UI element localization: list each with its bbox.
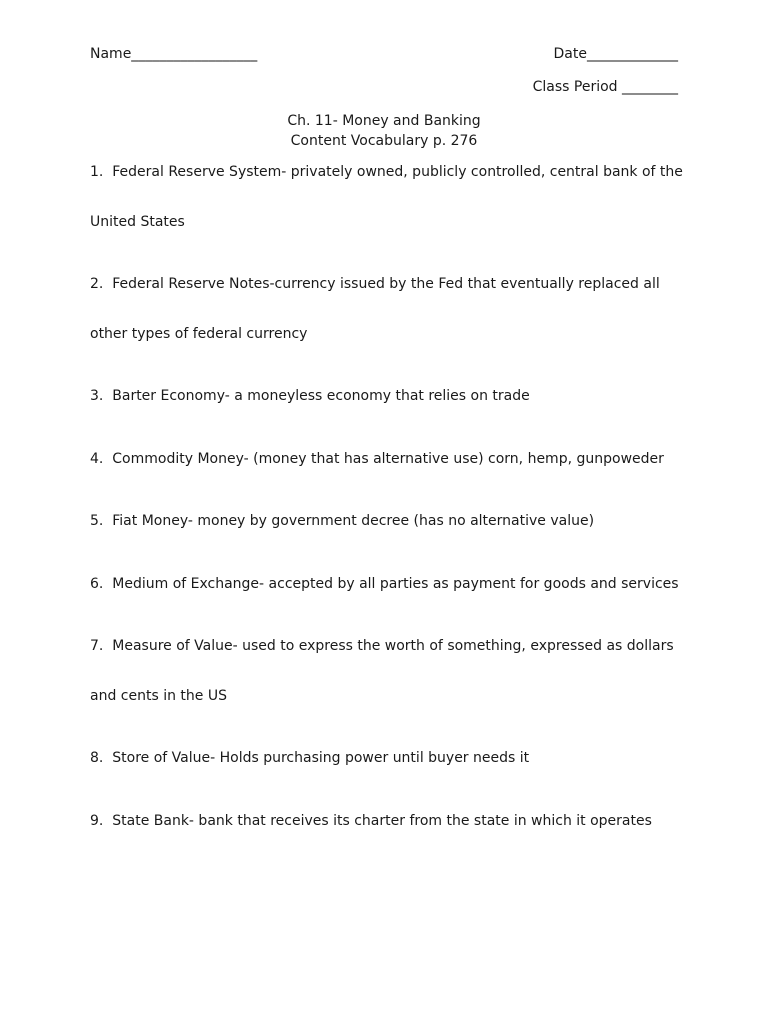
vocab-entry-line: 3. Barter Economy- a moneyless economy that relies on trade <box>90 388 530 404</box>
vocab-entry-line: 1. Federal Reserve System- privately owned, publicly controlled, central bank of the <box>90 164 683 180</box>
chapter-title: Ch. 11- Money and Banking <box>287 113 481 129</box>
class-period-label: Class Period ________ <box>532 79 678 95</box>
vocab-entry-continuation: United States <box>90 214 185 230</box>
vocabulary-subtitle: Content Vocabulary p. 276 <box>290 133 478 149</box>
vocab-entry-continuation: and cents in the US <box>90 688 227 704</box>
name-field-label: Name__________________ <box>90 46 258 62</box>
vocab-entry-line: 2. Federal Reserve Notes-currency issued by the Fed that eventually replaced all <box>90 276 660 292</box>
vocab-entry-line: 5. Fiat Money- money by government decree (has no alternative value) <box>90 513 595 529</box>
vocab-entry-line: 9. State Bank- bank that receives its charter from the state in which it operates <box>90 813 652 829</box>
vocab-entry-line: 6. Medium of Exchange- accepted by all parties as payment for goods and services <box>90 576 679 592</box>
date-field-label: Date_____________ <box>553 46 678 62</box>
vocab-entry-line: 7. Measure of Value- used to express the worth of something, expressed as dollars <box>90 638 674 654</box>
vocab-entry-continuation: other types of federal currency <box>90 326 308 342</box>
vocab-entry-line: 4. Commodity Money- (money that has alternative use) corn, hemp, gunpoweder <box>90 451 664 467</box>
vocab-entry-line: 8. Store of Value- Holds purchasing power until buyer needs it <box>90 750 530 766</box>
worksheet-title <box>0 111 768 151</box>
